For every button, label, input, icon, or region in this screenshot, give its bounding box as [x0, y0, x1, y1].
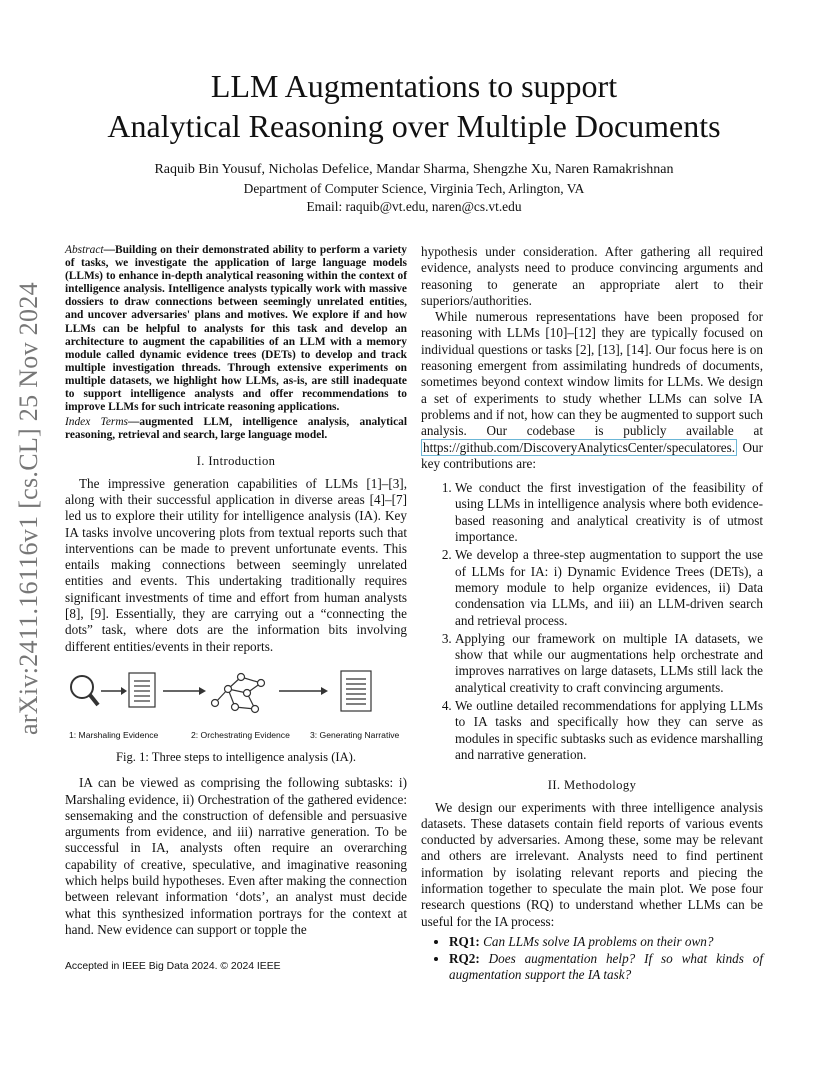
rq-label: RQ2:: [449, 951, 480, 967]
document-icon-2: [341, 671, 371, 711]
rq-label: RQ1:: [449, 933, 480, 949]
title-line-1: LLM Augmentations to support: [210, 68, 618, 104]
figure-1-diagram: [65, 669, 407, 725]
rq-text: Does augmentation help? If so what kinds of augmentation support the IA task?: [449, 951, 764, 983]
evidence-graph-icon: [212, 673, 265, 712]
section-methodology-heading: II. Methodology: [547, 778, 637, 793]
figure-1-caption: Fig. 1: Three steps to intelligence analysis (IA).: [115, 749, 357, 764]
intro-paragraph-2: IA can be viewed as comprising the following subtasks: i) Marshaling evidence, ii) Orchestration of the gathered evidence: sensemaking and the construction of defensible and persuasive arguments from evidence, and iii) narrative generation. To be successful in IA, analysts often require an overarching capability of creative, speculative, and imaginative reasoning which helps build hypotheses. Even after making the connection between relevant information ‘dots’, an analyst must decide what this synthesized information portrays for the context at hand. New evidence can support or topple the: [65, 775, 407, 937]
index-terms: [65, 416, 407, 442]
magnifier-icon: [71, 676, 98, 705]
figure-label-3: 3: Generating Narrative: [310, 729, 400, 740]
right-paragraph-2-text: While numerous representations have been proposed for reasoning with LLMs [10]–[12] they are typically focused on individual questions or tasks [2], [13], [14]. Our focus here is on reasoning emergent from assimilating hundreds of documents, sometimes beyond context window limits for LLMs. We design a set of experiments to study whether LLMs can solve IA problems and if not, how can they be augmented to support such analysis. Our codebase is publicly available at: [421, 309, 763, 439]
research-question-item: [449, 934, 763, 950]
intro-paragraph-1: The impressive generation capabilities of LLMs [1]–[3], along with their successful application in diverse areas [4]–[7] led us to explore their utility for intelligence analysis (IA). Key IA tasks involve uncovering plots from textual reports such that interventions can be made to prevent unfortunate events. This entails making connections between seemingly unrelated entities and events. This undertaking traditionally requires significant investments of time and effort from human analysts [8], [9]. Essentially, they are carrying out a “connecting the dots” task, where dots are the information bits involving different entities/events in their reports.: [65, 475, 407, 654]
contribution-item: 4. We outline detailed recommendations for applying LLMs to IA tasks and specifically how they can serve as modules in specific subtasks such as evidence marshalling and narrative generation.: [455, 698, 763, 763]
research-question-item: [449, 951, 763, 984]
figure-1: [65, 669, 407, 743]
contribution-item: 2. We develop a three-step augmentation to support the use of LLMs for IA: i) Dynamic Evidence Trees (DETs), a memory module to help organize evidences, ii) Data condensation via LLMs, and iii) an LLM-driven search and retrieval process.: [455, 547, 763, 628]
rq-text: Can LLMs solve IA problems on their own?: [483, 933, 714, 949]
title-line-2: Analytical Reasoning over Multiple Documents: [107, 108, 721, 144]
arxiv-side-label: arXiv:2411.16116v1 [cs.CL] 25 Nov 2024: [14, 282, 43, 735]
authors: Raquib Bin Yousuf, Nicholas Defelice, Mandar Sharma, Shengzhe Xu, Naren Ramakrishnan: [154, 162, 674, 177]
index-terms-lead: Index Terms: [65, 416, 128, 429]
section-introduction-heading: I. Introduction: [196, 454, 276, 469]
codebase-link[interactable]: https://github.com/DiscoveryAnalyticsCenter/speculatores.: [423, 439, 736, 455]
right-column: [421, 244, 763, 985]
footer-note: Accepted in IEEE Big Data 2024. © 2024 IEEE: [65, 961, 281, 972]
email: Email: raquib@vt.edu, naren@cs.vt.edu: [306, 199, 522, 214]
figure-label-2: 2: Orchestrating Evidence: [191, 729, 290, 740]
right-paragraph-2: [421, 309, 763, 472]
right-paragraph-2-end: Our key contributions are:: [421, 439, 763, 471]
left-column: [65, 244, 407, 938]
figure-label-1: 1: Marshaling Evidence: [69, 729, 159, 740]
index-terms-text: —augmented LLM, intelligence analysis, analytical reasoning, retrieval and search, large language model.: [65, 416, 407, 442]
contribution-item: 3. Applying our framework on multiple IA datasets, we show that while our augmentations help orchestrate and improves narratives on large datasets, LLMs still lack the analytical creativity to craft convincing arguments.: [455, 631, 763, 696]
right-paragraph-1: hypothesis under consideration. After gathering all required evidence, analysts need to produce convincing arguments and reasoning to generate an appropriate alert to their superiors/authorities.: [421, 244, 763, 308]
document-icon-1: [129, 673, 155, 707]
affiliation: Department of Computer Science, Virginia Tech, Arlington, VA: [243, 181, 585, 196]
contribution-item: 1. We conduct the first investigation of the feasibility of using LLMs in intelligence analysis where both evidence-based reasoning and analytical creativity is of utmost importance.: [455, 480, 763, 545]
methodology-paragraph-1: We design our experiments with three intelligence analysis datasets. These datasets contain field reports of various events conducted by adversaries. Among these, some may be relevant and others are irrelevant. Analysts need to find pertinent information by isolating relevant reports and piecing the information together to speculate the main plot. We pose four research questions (RQ) to understand whether LLMs can be useful for the IA process:: [421, 799, 763, 929]
abstract: [65, 244, 407, 414]
abstract-lead: Abstract: [65, 244, 104, 256]
contributions-list: [421, 480, 763, 763]
paper-title: [0, 66, 828, 146]
research-questions-list: [421, 934, 763, 984]
abstract-text: —Building on their demonstrated ability to perform a variety of tasks, we investigate the application of large language models (LLMs) to enhance in-depth analytical reasoning within the context of intelligence analysis. Intelligence analysts typically work with massive dossiers to draw connections between seemingly unrelated entities, and uncover adversaries' plans and motives. We explore if and how LLMs can be helpful to analysts for this task and develop an architecture to augment the capabilities of an LLM with a memory module called dynamic evidence trees (DETs) to develop and track multiple investigation threads. Through extensive experiments on multiple datasets, we highlight how LLMs, as-is, are still inadequate to support intelligence analysts and offer recommendations to improve LLMs for such intricate reasoning applications.: [65, 244, 407, 414]
